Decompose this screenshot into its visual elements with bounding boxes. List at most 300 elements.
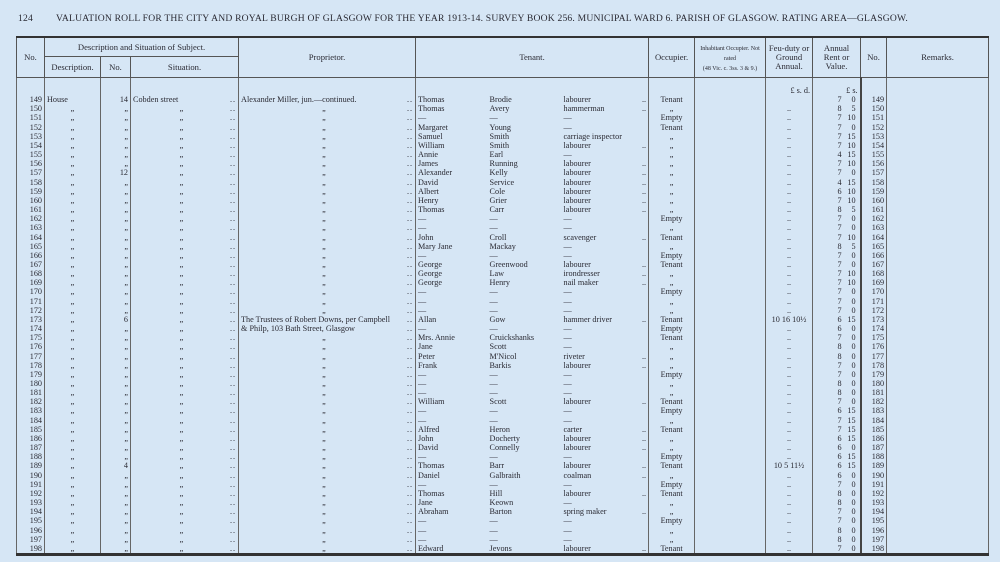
situation: „ .. bbox=[131, 159, 239, 168]
row-number: 171 bbox=[17, 297, 45, 306]
proprietor: „ .. bbox=[239, 498, 416, 507]
proprietor: „ .. bbox=[239, 205, 416, 214]
tenant-surname: Barr bbox=[489, 461, 505, 471]
row-number: 156 bbox=[17, 159, 45, 168]
tenant-surname: — bbox=[489, 452, 498, 462]
rent-pounds: 7 bbox=[813, 516, 843, 525]
table-row bbox=[17, 397, 989, 406]
proprietor: „ .. bbox=[239, 278, 416, 287]
rent-units: £ s. bbox=[813, 78, 861, 96]
row-number: 160 bbox=[17, 196, 45, 205]
row-number-right: 154 bbox=[861, 141, 887, 150]
situation: „ .. bbox=[131, 370, 239, 379]
feu-duty: .. bbox=[766, 480, 813, 489]
tenant-surname: M'Nicol bbox=[489, 351, 517, 361]
occupier: Tenant bbox=[649, 123, 695, 132]
tenant-first-name: Mary Jane bbox=[416, 242, 488, 251]
tenant-surname: Gow bbox=[489, 314, 506, 324]
house-number: „ bbox=[101, 306, 131, 315]
table-row bbox=[17, 287, 989, 296]
tenant-first-name: — bbox=[416, 251, 488, 260]
proprietor: „ .. bbox=[239, 178, 416, 187]
tenant-first-name: — bbox=[416, 406, 488, 415]
table-row bbox=[17, 406, 989, 415]
tenant-occupation: labourer .. bbox=[563, 95, 647, 105]
house-number: „ bbox=[101, 370, 131, 379]
feu-duty: .. bbox=[766, 471, 813, 480]
occupier: Tenant bbox=[649, 544, 695, 555]
rent-pounds: 8 bbox=[813, 526, 843, 535]
table-row bbox=[17, 297, 989, 306]
page-number: 124 bbox=[18, 13, 33, 24]
feu-duty: .. bbox=[766, 242, 813, 251]
situation: „ .. bbox=[131, 535, 239, 544]
remarks bbox=[887, 214, 989, 223]
remarks bbox=[887, 297, 989, 306]
rent-shillings: 0 bbox=[843, 168, 861, 177]
rent-shillings: 0 bbox=[843, 526, 861, 535]
tenant-first-name: George bbox=[416, 260, 488, 269]
inhabitant-occupier bbox=[695, 278, 766, 287]
table-row bbox=[17, 471, 989, 480]
row-number-right: 183 bbox=[861, 406, 887, 415]
inhabitant-occupier bbox=[695, 196, 766, 205]
rent-pounds: 7 bbox=[813, 507, 843, 516]
description: „ bbox=[45, 278, 101, 287]
tenant-occupation: — bbox=[563, 525, 572, 535]
feu-duty: .. bbox=[766, 251, 813, 260]
description: „ bbox=[45, 526, 101, 535]
row-number-right: 171 bbox=[861, 297, 887, 306]
tenant-first-name: Frank bbox=[416, 361, 488, 370]
description: „ bbox=[45, 370, 101, 379]
inhabitant-occupier bbox=[695, 461, 766, 470]
tenant-occupation: labourer .. bbox=[563, 195, 647, 205]
header-rent: Annual Rent or Value. bbox=[813, 37, 861, 78]
rent-pounds: 7 bbox=[813, 132, 843, 141]
tenant-occupation: labourer .. bbox=[563, 159, 647, 169]
remarks bbox=[887, 416, 989, 425]
inhabitant-occupier bbox=[695, 342, 766, 351]
inhabitant-occupier bbox=[695, 434, 766, 443]
rent-shillings: 0 bbox=[843, 480, 861, 489]
occupier: „ bbox=[649, 507, 695, 516]
house-number: „ bbox=[101, 287, 131, 296]
tenant-first-name: Allan bbox=[416, 315, 488, 324]
row-number-right: 194 bbox=[861, 507, 887, 516]
situation: „ .. bbox=[131, 352, 239, 361]
tenant-first-name: Albert bbox=[416, 187, 488, 196]
rent-pounds: 6 bbox=[813, 452, 843, 461]
row-number: 173 bbox=[17, 315, 45, 324]
remarks bbox=[887, 159, 989, 168]
tenant-first-name: John bbox=[416, 233, 488, 242]
feu-duty: .. bbox=[766, 370, 813, 379]
row-number-right: 169 bbox=[861, 278, 887, 287]
rent-shillings: 0 bbox=[843, 260, 861, 269]
proprietor: „ .. bbox=[239, 480, 416, 489]
occupier: Tenant bbox=[649, 461, 695, 470]
row-number: 186 bbox=[17, 434, 45, 443]
tenant-occupation: nail maker .. bbox=[563, 278, 647, 288]
feu-duty: .. bbox=[766, 416, 813, 425]
description: „ bbox=[45, 178, 101, 187]
tenant-first-name: Daniel bbox=[416, 471, 488, 480]
inhabitant-occupier bbox=[695, 269, 766, 278]
feu-duty: 10 16 10½ bbox=[766, 315, 813, 324]
rent-pounds: 8 bbox=[813, 104, 843, 113]
situation: „ .. bbox=[131, 104, 239, 113]
valuation-roll-table bbox=[16, 36, 989, 556]
remarks bbox=[887, 535, 989, 544]
rent-shillings: 0 bbox=[843, 223, 861, 232]
inhabitant-occupier bbox=[695, 113, 766, 122]
proprietor: „ .. bbox=[239, 141, 416, 150]
description: „ bbox=[45, 471, 101, 480]
feu-duty: .. bbox=[766, 361, 813, 370]
table-row bbox=[17, 168, 989, 177]
remarks bbox=[887, 544, 989, 555]
inhabitant-occupier bbox=[695, 123, 766, 132]
row-number-right: 155 bbox=[861, 150, 887, 159]
tenant-surname: Grier bbox=[489, 195, 507, 205]
tenant-surname: Scott bbox=[489, 342, 507, 352]
remarks bbox=[887, 223, 989, 232]
description: „ bbox=[45, 187, 101, 196]
situation: „ .. bbox=[131, 187, 239, 196]
situation: „ .. bbox=[131, 379, 239, 388]
tenant-occupation: — bbox=[563, 479, 572, 489]
description: „ bbox=[45, 297, 101, 306]
tenant-occupation: labourer .. bbox=[563, 397, 647, 407]
feu-duty: .. bbox=[766, 535, 813, 544]
inhabitant-occupier bbox=[695, 397, 766, 406]
rent-shillings: 0 bbox=[843, 297, 861, 306]
row-number-right: 168 bbox=[861, 269, 887, 278]
feu-duty: .. bbox=[766, 434, 813, 443]
occupier: Empty bbox=[649, 214, 695, 223]
rent-shillings: 5 bbox=[843, 104, 861, 113]
inhabitant-occupier bbox=[695, 233, 766, 242]
feu-duty: .. bbox=[766, 489, 813, 498]
tenant-surname: — bbox=[489, 324, 498, 334]
header-desc-group: Description and Situation of Subject. bbox=[45, 37, 239, 57]
situation: „ .. bbox=[131, 242, 239, 251]
row-number-right: 153 bbox=[861, 132, 887, 141]
remarks bbox=[887, 269, 989, 278]
rent-shillings: 0 bbox=[843, 397, 861, 406]
situation: „ .. bbox=[131, 196, 239, 205]
description: „ bbox=[45, 251, 101, 260]
rent-pounds: 7 bbox=[813, 223, 843, 232]
description: „ bbox=[45, 516, 101, 525]
remarks bbox=[887, 205, 989, 214]
proprietor: „ .. bbox=[239, 306, 416, 315]
house-number: „ bbox=[101, 104, 131, 113]
description: „ bbox=[45, 434, 101, 443]
rent-pounds: 8 bbox=[813, 242, 843, 251]
occupier: Tenant bbox=[649, 489, 695, 498]
house-number: „ bbox=[101, 297, 131, 306]
occupier: „ bbox=[649, 205, 695, 214]
rent-shillings: 0 bbox=[843, 370, 861, 379]
description: „ bbox=[45, 333, 101, 342]
tenant-surname: — bbox=[489, 223, 498, 233]
tenant-occupation: — bbox=[563, 296, 572, 306]
rent-pounds: 7 bbox=[813, 269, 843, 278]
row-number-right: 196 bbox=[861, 526, 887, 535]
feu-duty: .. bbox=[766, 425, 813, 434]
situation: „ .. bbox=[131, 178, 239, 187]
row-number: 172 bbox=[17, 306, 45, 315]
inhabitant-occupier bbox=[695, 361, 766, 370]
row-number: 181 bbox=[17, 388, 45, 397]
remarks bbox=[887, 498, 989, 507]
feu-duty: .. bbox=[766, 223, 813, 232]
row-number-right: 163 bbox=[861, 223, 887, 232]
tenant-first-name: Alfred bbox=[416, 425, 488, 434]
row-number-right: 197 bbox=[861, 535, 887, 544]
row-number: 149 bbox=[17, 95, 45, 104]
rent-pounds: 4 bbox=[813, 150, 843, 159]
rent-pounds: 7 bbox=[813, 141, 843, 150]
tenant-occupation: — bbox=[563, 342, 572, 352]
house-number: „ bbox=[101, 471, 131, 480]
table-row bbox=[17, 251, 989, 260]
rent-shillings: 10 bbox=[843, 187, 861, 196]
occupier: „ bbox=[649, 361, 695, 370]
tenant-surname: Hill bbox=[489, 488, 503, 498]
inhabitant-occupier bbox=[695, 333, 766, 342]
occupier: Tenant bbox=[649, 95, 695, 104]
situation: „ .. bbox=[131, 205, 239, 214]
rent-shillings: 10 bbox=[843, 233, 861, 242]
house-number: „ bbox=[101, 489, 131, 498]
remarks bbox=[887, 324, 989, 333]
remarks bbox=[887, 516, 989, 525]
proprietor: „ .. bbox=[239, 333, 416, 342]
row-number: 198 bbox=[17, 544, 45, 555]
tenant-first-name: — bbox=[416, 287, 488, 296]
occupier: „ bbox=[649, 352, 695, 361]
tenant-surname: — bbox=[489, 369, 498, 379]
tenant-surname: Law bbox=[489, 269, 505, 279]
rent-shillings: 0 bbox=[843, 333, 861, 342]
occupier: Tenant bbox=[649, 425, 695, 434]
situation: „ .. bbox=[131, 306, 239, 315]
table-row bbox=[17, 342, 989, 351]
tenant-occupation: — bbox=[563, 516, 572, 526]
rent-pounds: 8 bbox=[813, 388, 843, 397]
tenant-occupation: labourer .. bbox=[563, 205, 647, 215]
row-number: 158 bbox=[17, 178, 45, 187]
tenant-first-name: Jane bbox=[416, 498, 488, 507]
house-number: 6 bbox=[101, 315, 131, 324]
rent-pounds: 7 bbox=[813, 397, 843, 406]
remarks bbox=[887, 306, 989, 315]
inhabitant-occupier bbox=[695, 223, 766, 232]
rent-shillings: 15 bbox=[843, 178, 861, 187]
occupier: „ bbox=[649, 242, 695, 251]
occupier: Empty bbox=[649, 251, 695, 260]
proprietor: „ .. bbox=[239, 251, 416, 260]
table-row bbox=[17, 242, 989, 251]
remarks bbox=[887, 379, 989, 388]
situation: „ .. bbox=[131, 507, 239, 516]
proprietor: „ .. bbox=[239, 242, 416, 251]
row-number-right: 193 bbox=[861, 498, 887, 507]
house-number: „ bbox=[101, 214, 131, 223]
tenant-occupation: — bbox=[563, 287, 572, 297]
row-number-right: 152 bbox=[861, 123, 887, 132]
remarks bbox=[887, 132, 989, 141]
rent-pounds: 7 bbox=[813, 168, 843, 177]
occupier: „ bbox=[649, 526, 695, 535]
row-number-right: 149 bbox=[861, 95, 887, 104]
row-number-right: 162 bbox=[861, 214, 887, 223]
tenant-surname: Smith bbox=[489, 131, 510, 141]
house-number: „ bbox=[101, 526, 131, 535]
tenant-first-name: John bbox=[416, 434, 488, 443]
description: „ bbox=[45, 361, 101, 370]
situation: „ .. bbox=[131, 461, 239, 470]
description: „ bbox=[45, 242, 101, 251]
house-number: „ bbox=[101, 406, 131, 415]
inhabitant-occupier bbox=[695, 141, 766, 150]
proprietor: „ .. bbox=[239, 425, 416, 434]
row-number: 177 bbox=[17, 352, 45, 361]
occupier: Empty bbox=[649, 370, 695, 379]
rent-pounds: 7 bbox=[813, 361, 843, 370]
remarks bbox=[887, 471, 989, 480]
tenant-first-name: Margaret bbox=[416, 123, 488, 132]
remarks bbox=[887, 123, 989, 132]
tenant-first-name: Thomas bbox=[416, 104, 488, 113]
tenant-surname: Jevons bbox=[489, 543, 512, 553]
house-number: „ bbox=[101, 113, 131, 122]
row-number-right: 174 bbox=[861, 324, 887, 333]
house-number: „ bbox=[101, 388, 131, 397]
table-row bbox=[17, 95, 989, 104]
table-row bbox=[17, 260, 989, 269]
row-number: 196 bbox=[17, 526, 45, 535]
header-no2: No. bbox=[861, 37, 887, 78]
rent-pounds: 7 bbox=[813, 233, 843, 242]
house-number: „ bbox=[101, 223, 131, 232]
house-number: „ bbox=[101, 480, 131, 489]
tenant-occupation: — bbox=[563, 305, 572, 315]
description: „ bbox=[45, 535, 101, 544]
tenant-surname: Keown bbox=[489, 498, 514, 508]
tenant-first-name: — bbox=[416, 324, 488, 333]
feu-duty: .. bbox=[766, 342, 813, 351]
situation: „ .. bbox=[131, 269, 239, 278]
row-number-right: 159 bbox=[861, 187, 887, 196]
proprietor: „ .. bbox=[239, 544, 416, 555]
situation: „ .. bbox=[131, 214, 239, 223]
roll-title: VALUATION ROLL FOR THE CITY AND ROYAL BURGH OF GLASGOW FOR THE YEAR 1913-14. SURVEY BOOK 256. MUNICIPAL WARD 6. PARISH OF GLASGOW. RATING AREA—GLASGOW. bbox=[56, 13, 908, 24]
row-number: 164 bbox=[17, 233, 45, 242]
table-row bbox=[17, 480, 989, 489]
rent-pounds: 6 bbox=[813, 324, 843, 333]
situation: „ .. bbox=[131, 333, 239, 342]
header-tenant: Tenant. bbox=[416, 37, 649, 78]
proprietor: „ .. bbox=[239, 443, 416, 452]
occupier: Tenant bbox=[649, 397, 695, 406]
table-row bbox=[17, 214, 989, 223]
house-number: „ bbox=[101, 434, 131, 443]
occupier: Empty bbox=[649, 480, 695, 489]
tenant-occupation: — bbox=[563, 498, 572, 508]
row-number: 192 bbox=[17, 489, 45, 498]
description: „ bbox=[45, 214, 101, 223]
proprietor: The Trustees of Robert Downs, per Campbell .. bbox=[239, 315, 416, 324]
description: „ bbox=[45, 269, 101, 278]
tenant-first-name: David bbox=[416, 443, 488, 452]
rent-shillings: 0 bbox=[843, 544, 861, 555]
table-row bbox=[17, 526, 989, 535]
row-number-right: 178 bbox=[861, 361, 887, 370]
tenant-first-name: Thomas bbox=[416, 205, 488, 214]
inhabitant-occupier bbox=[695, 297, 766, 306]
situation: „ .. bbox=[131, 123, 239, 132]
row-number-right: 167 bbox=[861, 260, 887, 269]
occupier: „ bbox=[649, 498, 695, 507]
occupier: Empty bbox=[649, 452, 695, 461]
inhabitant-occupier bbox=[695, 507, 766, 516]
rent-shillings: 0 bbox=[843, 251, 861, 260]
tenant-surname: — bbox=[489, 479, 498, 489]
rent-shillings: 0 bbox=[843, 388, 861, 397]
row-number: 185 bbox=[17, 425, 45, 434]
row-number: 180 bbox=[17, 379, 45, 388]
rent-pounds: 7 bbox=[813, 544, 843, 555]
tenant-first-name: William bbox=[416, 397, 488, 406]
table-row bbox=[17, 361, 989, 370]
situation: „ .. bbox=[131, 489, 239, 498]
description: „ bbox=[45, 287, 101, 296]
tenant-surname: Heron bbox=[489, 424, 510, 434]
inhabitant-occupier bbox=[695, 379, 766, 388]
house-number: „ bbox=[101, 342, 131, 351]
feu-duty: .. bbox=[766, 159, 813, 168]
house-number: „ bbox=[101, 251, 131, 260]
tenant-occupation: — bbox=[563, 214, 572, 224]
rent-pounds: 7 bbox=[813, 370, 843, 379]
tenant-surname: Earl bbox=[489, 150, 504, 160]
row-number-right: 190 bbox=[861, 471, 887, 480]
remarks bbox=[887, 461, 989, 470]
rent-pounds: 7 bbox=[813, 278, 843, 287]
occupier: „ bbox=[649, 150, 695, 159]
rent-pounds: 7 bbox=[813, 480, 843, 489]
tenant-surname: Carr bbox=[489, 205, 505, 215]
remarks bbox=[887, 425, 989, 434]
tenant-first-name: Thomas bbox=[416, 95, 488, 104]
inhabitant-occupier bbox=[695, 406, 766, 415]
inhabitant-occupier bbox=[695, 352, 766, 361]
rent-shillings: 15 bbox=[843, 425, 861, 434]
rent-pounds: 6 bbox=[813, 471, 843, 480]
tenant-first-name: — bbox=[416, 214, 488, 223]
inhabitant-occupier bbox=[695, 242, 766, 251]
tenant-surname: Avery bbox=[489, 104, 510, 114]
rent-pounds: 8 bbox=[813, 205, 843, 214]
description: „ bbox=[45, 132, 101, 141]
tenant-surname: Scott bbox=[489, 397, 507, 407]
row-number: 166 bbox=[17, 251, 45, 260]
table-row bbox=[17, 443, 989, 452]
